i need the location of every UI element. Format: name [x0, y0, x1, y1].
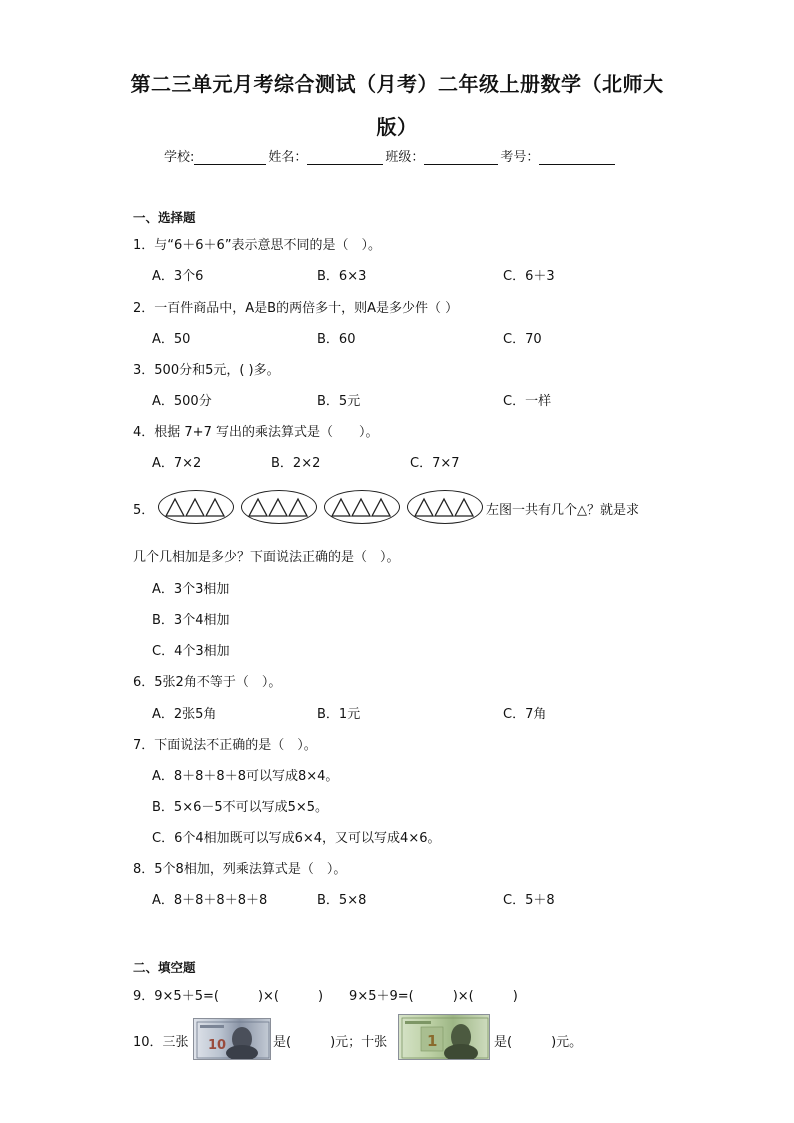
number-field[interactable]: [539, 150, 615, 165]
question-10-part1: 10．三张: [133, 1035, 189, 1050]
section-heading-choice: 一、选择题: [133, 210, 196, 225]
section-heading-fill: 二、填空题: [133, 960, 196, 975]
option-3a[interactable]: A．500分: [152, 394, 212, 409]
option-2a[interactable]: A．50: [152, 332, 191, 347]
question-9: 9．9×5＋5=( )×( ) 9×5＋9=( )×( ): [133, 989, 518, 1004]
triangle-group-1: [158, 490, 234, 524]
option-4c[interactable]: C．7×7: [410, 456, 460, 471]
name-field[interactable]: [307, 150, 383, 165]
triangles-icon: [414, 497, 476, 517]
triangles-icon: [331, 497, 393, 517]
option-6b[interactable]: B．1元: [317, 707, 361, 722]
page-title-line2: 版）: [376, 115, 418, 139]
one-yuan-banknote-image: [398, 1014, 490, 1060]
number-label: 考号：: [500, 150, 540, 165]
option-1b[interactable]: B．6×3: [317, 269, 367, 284]
question-6: 6．5张2角不等于（ ）。: [133, 675, 282, 690]
question-8: 8．5个8相加，列乘法算式是（ ）。: [133, 862, 347, 877]
triangle-group-4: [407, 490, 483, 524]
option-3b[interactable]: B．5元: [317, 394, 361, 409]
triangle-group-3: [324, 490, 400, 524]
ten-yuan-banknote-image: [193, 1018, 271, 1060]
triangles-icon: [165, 497, 227, 517]
triangle-group-2: [241, 490, 317, 524]
banknote-portrait-icon: [194, 1019, 271, 1060]
page-title-line1: 第二三单元月考综合测试（月考）二年级上册数学（北师大: [130, 72, 664, 96]
option-5a[interactable]: A．3个3相加: [152, 582, 230, 597]
question-5-text: 左图一共有几个△？就是求: [486, 503, 639, 518]
banknote-portrait-icon: [399, 1015, 490, 1060]
option-4b[interactable]: B．2×2: [271, 456, 321, 471]
option-2c[interactable]: C．70: [503, 332, 542, 347]
question-10-part2: 是( )元；十张: [273, 1035, 388, 1050]
question-5-number: 5．: [133, 503, 155, 518]
name-label: 姓名：: [268, 150, 308, 165]
option-5c[interactable]: C．4个3相加: [152, 644, 230, 659]
school-field[interactable]: [194, 150, 266, 165]
option-6a[interactable]: A．2张5角: [152, 707, 217, 722]
option-1c[interactable]: C．6＋3: [503, 269, 555, 284]
option-5b[interactable]: B．3个4相加: [152, 613, 230, 628]
school-label: 学校:: [164, 150, 195, 165]
option-8c[interactable]: C．5＋8: [503, 893, 555, 908]
option-7b[interactable]: B．5×6－5不可以写成5×5。: [152, 800, 329, 815]
question-3: 3．500分和5元，( )多。: [133, 363, 280, 378]
option-7c[interactable]: C．6个4相加既可以写成6×4，又可以写成4×6。: [152, 831, 441, 846]
option-3c[interactable]: C．一样: [503, 394, 552, 409]
question-2: 2．一百件商品中，A是B的两倍多十，则A是多少件（ ）: [133, 301, 459, 316]
option-1a[interactable]: A．3个6: [152, 269, 204, 284]
question-1: 1．与“6＋6＋6”表示意思不同的是（ ）。: [133, 238, 382, 253]
option-8b[interactable]: B．5×8: [317, 893, 367, 908]
option-6c[interactable]: C．7角: [503, 707, 547, 722]
class-field[interactable]: [424, 150, 498, 165]
bill-denomination-10: 10: [208, 1038, 227, 1053]
bill-denomination-1: 1: [427, 1032, 438, 1050]
question-4: 4．根据 7+7 写出的乘法算式是（ ）。: [133, 425, 379, 440]
option-4a[interactable]: A．7×2: [152, 456, 202, 471]
question-10-part3: 是( )元。: [494, 1035, 583, 1050]
class-label: 班级：: [385, 150, 425, 165]
option-7a[interactable]: A．8＋8＋8＋8可以写成8×4。: [152, 769, 339, 784]
option-2b[interactable]: B．60: [317, 332, 356, 347]
question-7: 7．下面说法不正确的是（ ）。: [133, 738, 317, 753]
student-info-line: [164, 146, 617, 165]
option-8a[interactable]: A．8＋8＋8＋8＋8: [152, 893, 268, 908]
triangles-icon: [248, 497, 310, 517]
question-5-line2: 几个几相加是多少？下面说法正确的是（ ）。: [133, 550, 400, 565]
